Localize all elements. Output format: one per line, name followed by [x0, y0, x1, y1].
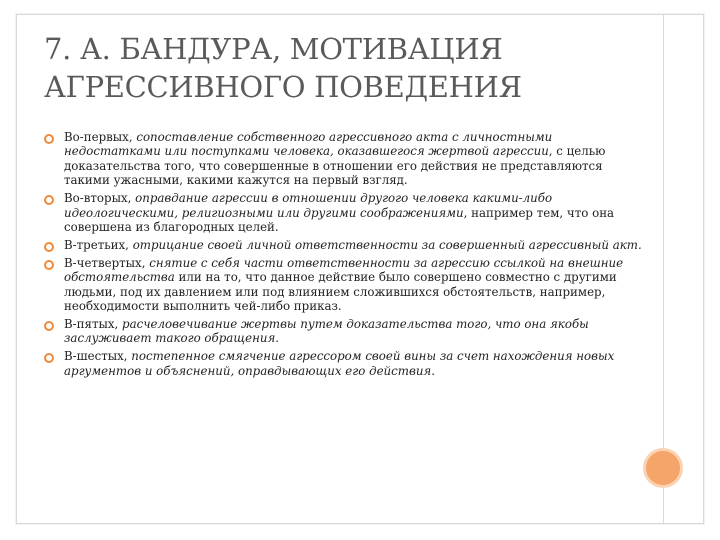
bullet-icon — [44, 242, 54, 252]
item-emphasis: сопоставление собственного агрессивного акта с личностными недостатками или поступками человека, оказавшегося жертвой агрессии — [64, 130, 553, 159]
item-rest: , с целью доказательства того, что совершенные в отношении его действия не представляются такими ужасными, какими кажутся на первый взгляд. — [64, 144, 606, 188]
item-emphasis: снятие с себя части ответственности за агрессию ссылкой на внешние обстоятельства — [64, 255, 624, 285]
item-emphasis: расчеловечивание жертвы путем доказательства того, что она якобы заслуживает такого обращения. — [64, 316, 589, 346]
item-lead: В-шестых, — [64, 349, 132, 364]
bullet-list — [44, 130, 644, 382]
item-lead: В-пятых, — [64, 316, 123, 331]
list-item — [44, 238, 644, 252]
list-item — [44, 317, 644, 346]
list-item — [44, 191, 644, 234]
title-line-1: 7. А. БАНДУРА, МОТИВАЦИЯ — [44, 32, 503, 66]
item-emphasis: оправдание агрессии в отношении другого человека какими-либо идеологическими, религиозными или другими соображениями — [64, 191, 553, 220]
slide-title — [44, 30, 624, 106]
item-emphasis: отрицание своей личной ответственности за совершенный агрессивный акт. — [132, 237, 642, 252]
list-item — [44, 130, 644, 188]
decorative-circle — [643, 448, 683, 488]
bullet-icon — [44, 260, 54, 270]
item-lead: Во-вторых, — [64, 191, 136, 206]
title-line-2: АГРЕССИВНОГО ПОВЕДЕНИЯ — [44, 70, 522, 104]
bullet-icon — [44, 195, 54, 205]
bullet-icon — [44, 134, 54, 144]
item-rest: или на то, что данное действие было совершено совместно с другими людьми, под их давлением или под влиянием сложившихся обстоятельств, например, необходимости выполнить чей-либо приказ. — [64, 270, 617, 313]
list-item — [44, 256, 644, 314]
item-rest: , например тем, что она совершена из благородных целей. — [64, 205, 615, 234]
item-lead: В-третьих, — [64, 237, 133, 252]
bullet-icon — [44, 353, 54, 363]
item-lead: В-четвертых, — [64, 255, 150, 270]
item-emphasis: постепенное смягчение агрессором своей вины за счет нахождения новых аргументов и объяснений, оправдывающих его действия. — [64, 349, 615, 378]
list-item — [44, 349, 644, 378]
item-lead: Во-первых, — [64, 130, 137, 144]
bullet-icon — [44, 321, 54, 331]
